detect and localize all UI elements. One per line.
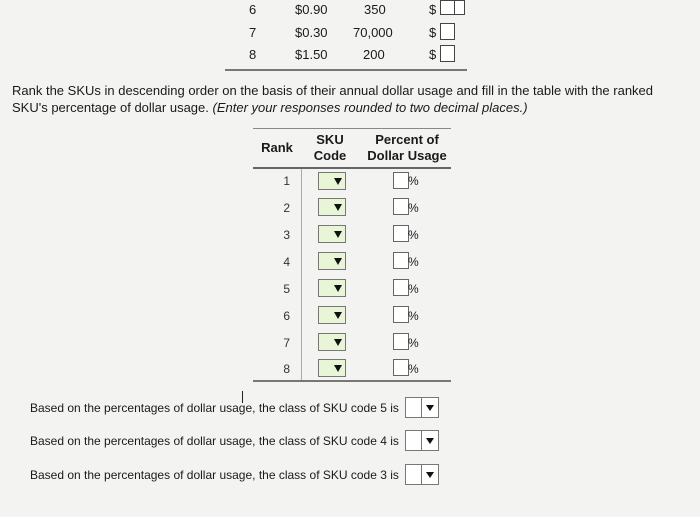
sku-code-dropdown[interactable] — [318, 198, 346, 216]
unit-cost: $1.50 — [295, 47, 328, 62]
question-text: Based on the percentages of dollar usage, the class of SKU code 3 is — [30, 468, 399, 482]
percent-sign: % — [408, 228, 419, 242]
annual-usage: 350 — [364, 2, 386, 17]
percent-header — [362, 132, 452, 164]
percent-input[interactable] — [393, 279, 409, 296]
rank-number: 8 — [283, 362, 290, 376]
sku-code: 6 — [249, 2, 257, 17]
percent-header-line1: Percent of — [375, 132, 439, 147]
class-dropdown[interactable] — [421, 430, 439, 451]
sku-code-dropdown[interactable] — [318, 225, 346, 243]
percent-sign: % — [408, 255, 419, 269]
rank-number: 4 — [283, 255, 290, 269]
percent-input[interactable] — [393, 225, 409, 242]
chevron-down-icon — [334, 312, 342, 319]
percent-input[interactable] — [393, 306, 409, 323]
chevron-down-icon — [334, 178, 342, 185]
chevron-down-icon — [334, 339, 342, 346]
chevron-down-icon — [334, 231, 342, 238]
dollar-usage-input[interactable] — [454, 0, 465, 15]
dollar-usage-input[interactable] — [440, 45, 455, 62]
sku-code: 7 — [249, 25, 257, 40]
dollar-sign: $ — [429, 2, 437, 17]
table-bottom-rule — [253, 380, 451, 382]
sku-code-dropdown[interactable] — [318, 279, 346, 297]
percent-sign: % — [408, 362, 419, 376]
instructions-hint: (Enter your responses rounded to two decimal places.) — [212, 100, 528, 115]
annual-usage: 70,000 — [353, 25, 393, 40]
unit-cost: $0.30 — [295, 25, 328, 40]
chevron-down-icon — [334, 285, 342, 292]
instructions-text: Rank the SKUs in descending order on the basis of their annual dollar usage and fill in the table with the ranked SKU's percentage of dollar usage. — [12, 83, 654, 115]
percent-input[interactable] — [393, 252, 409, 269]
sku-header-line2: Code — [313, 148, 347, 163]
dollar-sign: $ — [429, 47, 437, 62]
class-dropdown[interactable] — [421, 397, 439, 418]
sku-code-dropdown[interactable] — [318, 252, 346, 270]
percent-sign: % — [408, 174, 419, 188]
dollar-usage-input[interactable] — [440, 0, 455, 15]
sku-code: 8 — [249, 47, 257, 62]
sku-code-dropdown[interactable] — [318, 333, 346, 351]
header-rule — [253, 167, 451, 169]
table-bottom-rule — [225, 69, 467, 71]
percent-input[interactable] — [393, 333, 409, 350]
dollar-sign: $ — [429, 25, 437, 40]
chevron-down-icon — [426, 405, 434, 411]
unit-cost: $0.90 — [295, 2, 328, 17]
rank-number: 7 — [283, 336, 290, 350]
sku-header-line1: SKU — [316, 132, 344, 147]
instructions — [12, 82, 692, 116]
sku-code-dropdown[interactable] — [318, 306, 346, 324]
annual-usage: 200 — [363, 47, 385, 62]
rank-number: 5 — [283, 282, 290, 296]
class-dropdown[interactable] — [421, 464, 439, 485]
sku-code-dropdown[interactable] — [318, 172, 346, 190]
chevron-down-icon — [334, 258, 342, 265]
percent-header-line2: Dollar Usage — [367, 148, 447, 163]
chevron-down-icon — [334, 365, 342, 372]
rank-number: 2 — [283, 201, 290, 215]
chevron-down-icon — [426, 438, 434, 444]
sku-code-header — [308, 132, 352, 164]
chevron-down-icon — [334, 204, 342, 211]
percent-sign: % — [408, 201, 419, 215]
percent-input[interactable] — [393, 198, 409, 215]
sku-code-dropdown[interactable] — [318, 359, 346, 377]
text-cursor-icon — [242, 391, 251, 403]
question-text: Based on the percentages of dollar usage, the class of SKU code 5 is — [30, 401, 399, 415]
question-text: Based on the percentages of dollar usage, the class of SKU code 4 is — [30, 434, 399, 448]
chevron-down-icon — [426, 472, 434, 478]
rank-number: 6 — [283, 309, 290, 323]
percent-sign: % — [408, 336, 419, 350]
rank-number: 3 — [283, 228, 290, 242]
percent-input[interactable] — [393, 172, 409, 189]
dollar-usage-input[interactable] — [440, 23, 455, 40]
percent-input[interactable] — [393, 359, 409, 376]
rank-number: 1 — [283, 174, 290, 188]
rank-header: Rank — [261, 140, 293, 155]
percent-sign: % — [408, 282, 419, 296]
column-separator — [301, 169, 302, 381]
percent-sign: % — [408, 309, 419, 323]
table-top-rule — [253, 128, 451, 129]
